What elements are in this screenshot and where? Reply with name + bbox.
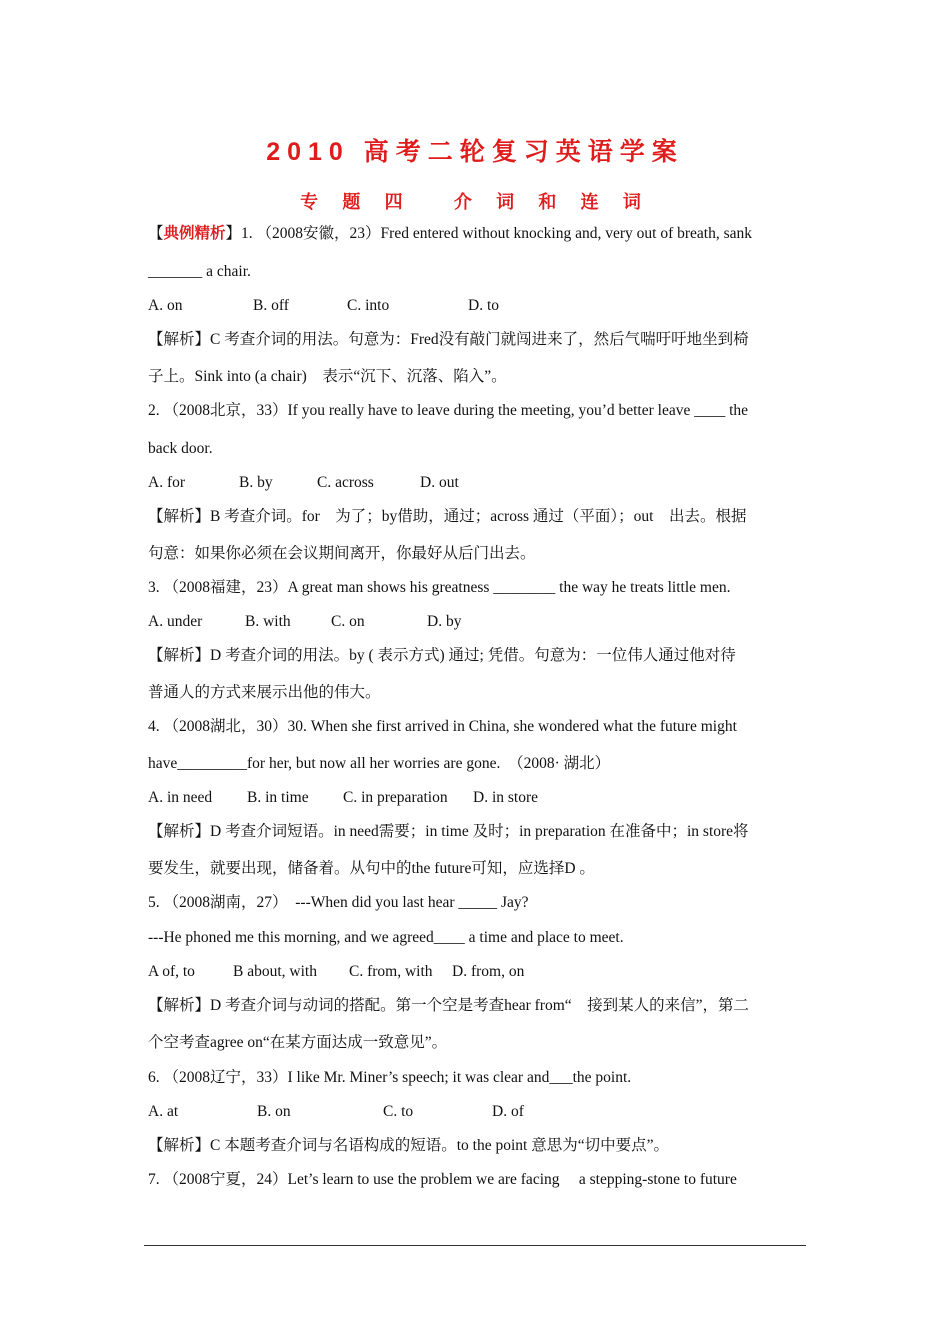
- q1-option-c: C. into: [347, 297, 390, 314]
- q4-option-a: A. in need: [148, 789, 213, 806]
- q2-stem-line1: 2. （2008北京，33）If you really have to leave during the meeting, you’d better leave ____ the: [148, 402, 749, 419]
- q1-tag-close: 】: [225, 225, 242, 242]
- q3-option-b: B. with: [245, 613, 291, 630]
- q5-option-a: A of, to: [148, 963, 195, 980]
- q2-analysis-line1: 【解析】B 考查介词。for 为了；by借助，通过；across 通过（平面）；out 出去。根据: [148, 508, 747, 525]
- q1-stem-text: 1. （2008安徽，23）Fred entered without knocking and, very out of breath, sank: [241, 225, 753, 242]
- q5-stem-line2: ---He phoned me this morning, and we agreed____ a time and place to meet.: [148, 929, 624, 946]
- q4-option-d: D. in store: [473, 789, 539, 806]
- q1-stem-line2: _______ a chair.: [148, 263, 251, 280]
- q6-analysis-line1: 【解析】C 本题考查介词与名语构成的短语。to the point 意思为“切中要点”。: [148, 1137, 669, 1154]
- q6-option-a: A. at: [148, 1103, 179, 1120]
- q4-analysis-line1: 【解析】D 考查介词短语。in need需要；in time 及时；in preparation 在准备中；in store将: [148, 823, 749, 840]
- q1-stem-line1: [148, 224, 808, 244]
- q2-option-c: C. across: [317, 474, 374, 491]
- q5-analysis-line2: 个空考查agree on“在某方面达成一致意见”。: [148, 1034, 448, 1051]
- q2-stem-line2: back door.: [148, 440, 213, 457]
- q2-option-d: D. out: [420, 474, 459, 491]
- q3-option-c: C. on: [331, 613, 365, 630]
- q5-option-c: C. from, with: [349, 963, 433, 980]
- q6-option-d: D. of: [492, 1103, 524, 1120]
- q1-tag-open: 【: [148, 225, 164, 242]
- q3-option-d: D. by: [427, 613, 462, 630]
- q1-option-b: B. off: [253, 297, 289, 314]
- q3-stem-line1: 3. （2008福建，23）A great man shows his greatness ________ the way he treats little men.: [148, 579, 731, 596]
- q4-analysis-line2: 要发生，就要出现，储备着。从句中的the future可知，应选择D 。: [148, 860, 595, 877]
- q3-analysis-line1: 【解析】D 考查介词的用法。by ( 表示方式) 通过; 凭借。句意为：一位伟人通过他对待: [148, 647, 736, 664]
- q5-analysis-line1: 【解析】D 考查介词与动词的搭配。第一个空是考查hear from“ 接到某人的来信”，第二: [148, 997, 750, 1014]
- q4-option-c: C. in preparation: [343, 789, 448, 806]
- q4-stem-line1: 4. （2008湖北，30）30. When she first arrived in China, she wondered what the future might: [148, 718, 737, 735]
- q7-stem-line1: 7. （2008宁夏，24）Let’s learn to use the problem we are facing a stepping-stone to future: [148, 1171, 737, 1188]
- q1-option-d: D. to: [468, 297, 499, 314]
- q1-analysis-line1: 【解析】C 考查介词的用法。句意为：Fred没有敲门就闯进来了，然后气喘吁吁地坐到椅: [148, 331, 749, 348]
- q4-option-b: B. in time: [247, 789, 309, 806]
- footer-divider: [144, 1245, 806, 1246]
- q5-option-b: B about, with: [233, 963, 317, 980]
- q1-option-a: A. on: [148, 297, 183, 314]
- q3-option-a: A. under: [148, 613, 203, 630]
- q6-option-b: B. on: [257, 1103, 291, 1120]
- q3-analysis-line2: 普通人的方式来展示出他的伟大。: [148, 684, 381, 701]
- q5-stem-line1: 5. （2008湖南，27） ---When did you last hear _____ Jay?: [148, 894, 529, 911]
- q1-analysis-line2: 子上。Sink into (a chair) 表示“沉下、沉落、陷入”。: [148, 368, 507, 385]
- q2-analysis-line2: 句意：如果你必须在会议期间离开，你最好从后门出去。: [148, 545, 536, 562]
- q1-tag: 典例精析: [163, 225, 226, 242]
- q6-stem-line1: 6. （2008辽宁，33）I like Mr. Miner’s speech; it was clear and___the point.: [148, 1069, 632, 1086]
- page-title: 2010 高考二轮复习英语学案: [266, 138, 684, 166]
- q6-option-c: C. to: [383, 1103, 414, 1120]
- q4-stem-line2: have_________for her, but now all her worries are gone. （2008· 湖北）: [148, 755, 611, 772]
- page-subtitle: 专 题 四 介 词 和 连 词: [300, 192, 650, 213]
- q2-option-b: B. by: [239, 474, 273, 491]
- q5-option-d: D. from, on: [452, 963, 525, 980]
- q2-option-a: A. for: [148, 474, 186, 491]
